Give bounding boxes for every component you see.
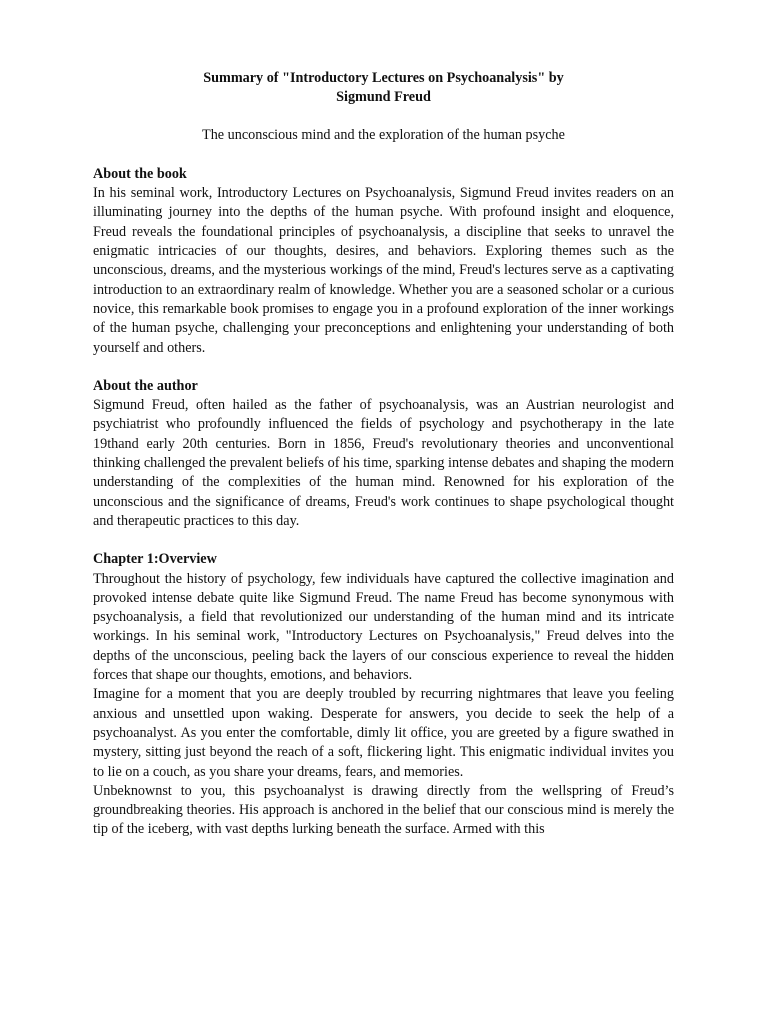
document-page: [93, 69, 674, 840]
chapter-1-paragraph-2: Imagine for a moment that you are deeply troubled by recurring nightmares that leave you feeling anxious and unsettled upon waking. Desperate for answers, you decide to seek the help of a psychoanalyst. As you enter the comfortable, dimly lit office, you are greeted by a figure swathed in mystery, sitting just beyond the reach of a soft, flickering light. This enigmatic individual invites you to lie on a couch, as you share your dreams, fears, and memories.: [93, 686, 674, 780]
document-title-line-1: Summary of "Introductory Lectures on Psychoanalysis" by: [203, 70, 564, 86]
about-author-paragraph: Sigmund Freud, often hailed as the father of psychoanalysis, was an Austrian neurologist and psychiatrist who profoundly influenced the fields of psychology and psychotherapy in the late 19thand early 20th centuries. Born in 1856, Freud's revolutionary theories and unconventional thinking challenged the prevalent beliefs of his time, sparking intense debates and shaping the modern understanding of the complexities of the human mind. Renowned for his exploration of the unconscious and the significance of dreams, Freud's work continues to shape psychological thought and therapeutic practices to this day.: [93, 397, 674, 529]
document-subtitle: The unconscious mind and the exploration of the human psyche: [202, 126, 565, 143]
about-author-heading: About the author: [93, 377, 198, 394]
chapter-1-paragraph-3: Unbeknownst to you, this psychoanalyst is drawing directly from the wellspring of Freud’s groundbreaking theories. His approach is anchored in the belief that our conscious mind is merely the tip of the iceberg, with vast depths lurking beneath the surface. Armed with this: [93, 782, 674, 838]
document-title-line-2: Sigmund Freud: [336, 89, 431, 106]
chapter-1-heading: Chapter 1:Overview: [93, 551, 217, 568]
about-book-heading: About the book: [93, 165, 187, 182]
chapter-1-paragraph-1: Throughout the history of psychology, few individuals have captured the collective imagination and provoked intense debate quite like Sigmund Freud. The name Freud has become synonymous with psychoanalysis, a field that revolutionized our understanding of the human mind and its intricate workings. In his seminal work, "Introductory Lectures on Psychoanalysis," Freud delves into the depths of the unconscious, peeling back the layers of our conscious experience to reveal the hidden forces that shape our thoughts, emotions, and behaviors.: [93, 570, 674, 684]
about-book-paragraph: In his seminal work, Introductory Lectures on Psychoanalysis, Sigmund Freud invites readers on an illuminating journey into the depths of the human psyche. With profound insight and eloquence, Freud reveals the foundational principles of psychoanalysis, a discipline that seeks to unravel the enigmatic intricacies of our thoughts, desires, and behaviors. Exploring themes such as the unconscious, dreams, and the mysterious workings of the mind, Freud's lectures serve as a captivating introduction to an extraordinary realm of knowledge. Whether you are a seasoned scholar or a curious novice, this remarkable book promises to engage you in a profound exploration of the inner workings of the human psyche, challenging your preconceptions and enlightening your understanding of both yourself and others.: [93, 185, 674, 356]
document-title: [93, 69, 674, 108]
